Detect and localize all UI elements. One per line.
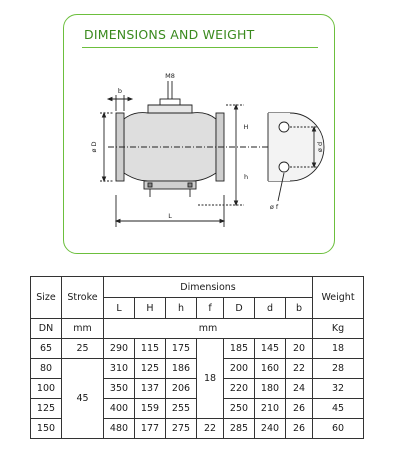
label-m8: M8 bbox=[165, 72, 175, 80]
valve-bonnet bbox=[148, 105, 192, 113]
cell-h-lower: 255 bbox=[166, 399, 197, 419]
unit-size: DN bbox=[31, 319, 62, 339]
table-header-row bbox=[31, 277, 364, 298]
header-stroke: Stroke bbox=[62, 277, 104, 319]
cell-d-upper: 220 bbox=[224, 379, 255, 399]
label-f: ø f bbox=[269, 203, 279, 211]
unit-stroke: mm bbox=[62, 319, 104, 339]
label-small-d: ø d bbox=[316, 141, 324, 153]
cell-d-lower: 210 bbox=[255, 399, 286, 419]
cell-l: 310 bbox=[104, 359, 135, 379]
cell-d-lower: 160 bbox=[255, 359, 286, 379]
cell-size: 65 bbox=[31, 339, 62, 359]
cell-f: 22 bbox=[197, 419, 224, 439]
cell-stroke-merged: 45 bbox=[62, 359, 104, 439]
cell-h-lower: 206 bbox=[166, 379, 197, 399]
label-od: ø D bbox=[90, 141, 98, 153]
table-row bbox=[31, 339, 364, 359]
header-weight: Weight bbox=[313, 277, 364, 319]
cell-b: 22 bbox=[286, 359, 313, 379]
cell-d-upper: 200 bbox=[224, 359, 255, 379]
header-h-lower: h bbox=[166, 298, 197, 319]
cell-l: 400 bbox=[104, 399, 135, 419]
cell-weight: 28 bbox=[313, 359, 364, 379]
dimensions-table bbox=[30, 276, 364, 439]
cell-l: 480 bbox=[104, 419, 135, 439]
header-dimensions: Dimensions bbox=[104, 277, 313, 298]
cell-h-upper: 177 bbox=[135, 419, 166, 439]
header-f: f bbox=[197, 298, 224, 319]
cell-f-merged: 18 bbox=[197, 339, 224, 419]
label-l: L bbox=[168, 212, 172, 220]
cell-b: 24 bbox=[286, 379, 313, 399]
cell-weight: 32 bbox=[313, 379, 364, 399]
cell-l: 290 bbox=[104, 339, 135, 359]
section-title: DIMENSIONS AND WEIGHT bbox=[84, 27, 255, 42]
cell-d-lower: 145 bbox=[255, 339, 286, 359]
cell-h-lower: 275 bbox=[166, 419, 197, 439]
unit-weight: Kg bbox=[313, 319, 364, 339]
cell-d-upper: 250 bbox=[224, 399, 255, 419]
label-h-upper: H bbox=[243, 123, 249, 131]
stem-collar bbox=[160, 99, 180, 105]
cell-weight: 45 bbox=[313, 399, 364, 419]
header-size: Size bbox=[31, 277, 62, 319]
valve-drawing bbox=[64, 15, 336, 255]
cell-d-lower: 180 bbox=[255, 379, 286, 399]
cell-h-upper: 115 bbox=[135, 339, 166, 359]
label-h-lower: h bbox=[243, 173, 249, 181]
cell-b: 26 bbox=[286, 419, 313, 439]
header-b: b bbox=[286, 298, 313, 319]
unit-dimensions: mm bbox=[104, 319, 313, 339]
cell-b: 20 bbox=[286, 339, 313, 359]
cell-weight: 60 bbox=[313, 419, 364, 439]
bolt-hole bbox=[279, 122, 289, 132]
cell-stroke: 25 bbox=[62, 339, 104, 359]
cell-weight: 18 bbox=[313, 339, 364, 359]
cell-b: 26 bbox=[286, 399, 313, 419]
header-d-lower: d bbox=[255, 298, 286, 319]
cell-l: 350 bbox=[104, 379, 135, 399]
cell-size: 125 bbox=[31, 399, 62, 419]
cell-d-upper: 185 bbox=[224, 339, 255, 359]
cell-d-upper: 285 bbox=[224, 419, 255, 439]
cell-size: 80 bbox=[31, 359, 62, 379]
cell-size: 150 bbox=[31, 419, 62, 439]
header-l: L bbox=[104, 298, 135, 319]
cell-h-upper: 159 bbox=[135, 399, 166, 419]
cell-h-lower: 175 bbox=[166, 339, 197, 359]
header-d-upper: D bbox=[224, 298, 255, 319]
cell-h-upper: 137 bbox=[135, 379, 166, 399]
table-units-row bbox=[31, 319, 364, 339]
valve-body bbox=[124, 113, 216, 181]
label-b: b bbox=[117, 87, 123, 95]
cell-d-lower: 240 bbox=[255, 419, 286, 439]
cell-size: 100 bbox=[31, 379, 62, 399]
cell-h-upper: 125 bbox=[135, 359, 166, 379]
cell-h-lower: 186 bbox=[166, 359, 197, 379]
dimensions-card bbox=[63, 14, 335, 254]
header-h-upper: H bbox=[135, 298, 166, 319]
